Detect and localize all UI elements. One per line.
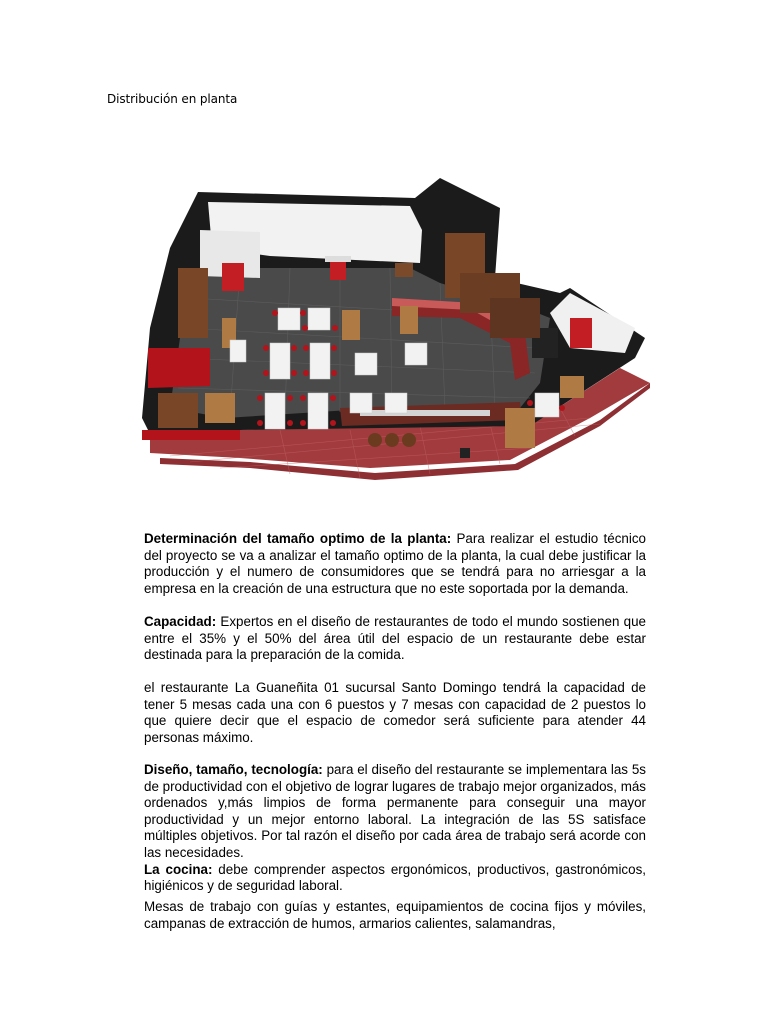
figure-caption: Distribución en planta: [107, 92, 238, 106]
text-capacidad: Expertos en el diseño de restaurantes de todo el mundo sostienen que entre el 35% y el 50% del área útil del espacio de un restaurante debe estar destinada para la preparación de la comida.: [144, 614, 646, 663]
text-mesas: Mesas de trabajo con guías y estantes, equipamientos de cocina fijos y móviles, campanas de extracción de humos, armarios calientes, salamandras,: [144, 899, 646, 931]
paragraph-capacidad: [144, 614, 646, 664]
heading-diseno: Diseño, tamaño, tecnología:: [144, 762, 323, 777]
heading-capacidad: Capacidad:: [144, 614, 217, 629]
heading-tamano-optimo: Determinación del tamaño optimo de la planta:: [144, 531, 452, 546]
text-tamano-optimo: Para realizar el estudio técnico del proyecto se va a analizar el tamaño optimo de la planta, la cual debe justificar la producción y el numero de consumidores que se tendrá para no arriesgar a la empresa en la creación de una estructura que no este soportada por la demanda.: [144, 531, 646, 596]
text-restaurante: el restaurante La Guaneñita 01 sucursal Santo Domingo tendrá la capacidad de tener 5 mesas cada una con 6 puestos y 7 mesas con capacidad de 2 puestos lo que quiere decir que el espacio de comedor será suficiente para atender 44 personas máximo.: [144, 680, 646, 745]
paragraph-restaurante: [144, 680, 646, 746]
paragraph-tamano-optimo: [144, 531, 646, 597]
paragraph-mesas: [144, 899, 646, 932]
text-diseno: para el diseño del restaurante se implementara las 5s de productividad con el objetivo de lograr lugares de trabajo mejor organizados, más ordenados y,más limpios de forma permanente para conseguir una mayor productividad y un mejor entorno laboral. La integración de las 5S satisface múltiples objetivos. Por tal razón el diseño por cada área de trabajo será acorde con las necesidades.: [144, 762, 646, 860]
heading-cocina: La cocina:: [144, 861, 213, 877]
paragraph-diseno: [144, 762, 646, 895]
restaurant-floor-plan-image: [130, 168, 650, 508]
text-cocina: debe comprender aspectos ergonómicos, productivos, gastronómicos, higiénicos y de seguridad laboral.: [144, 861, 646, 894]
